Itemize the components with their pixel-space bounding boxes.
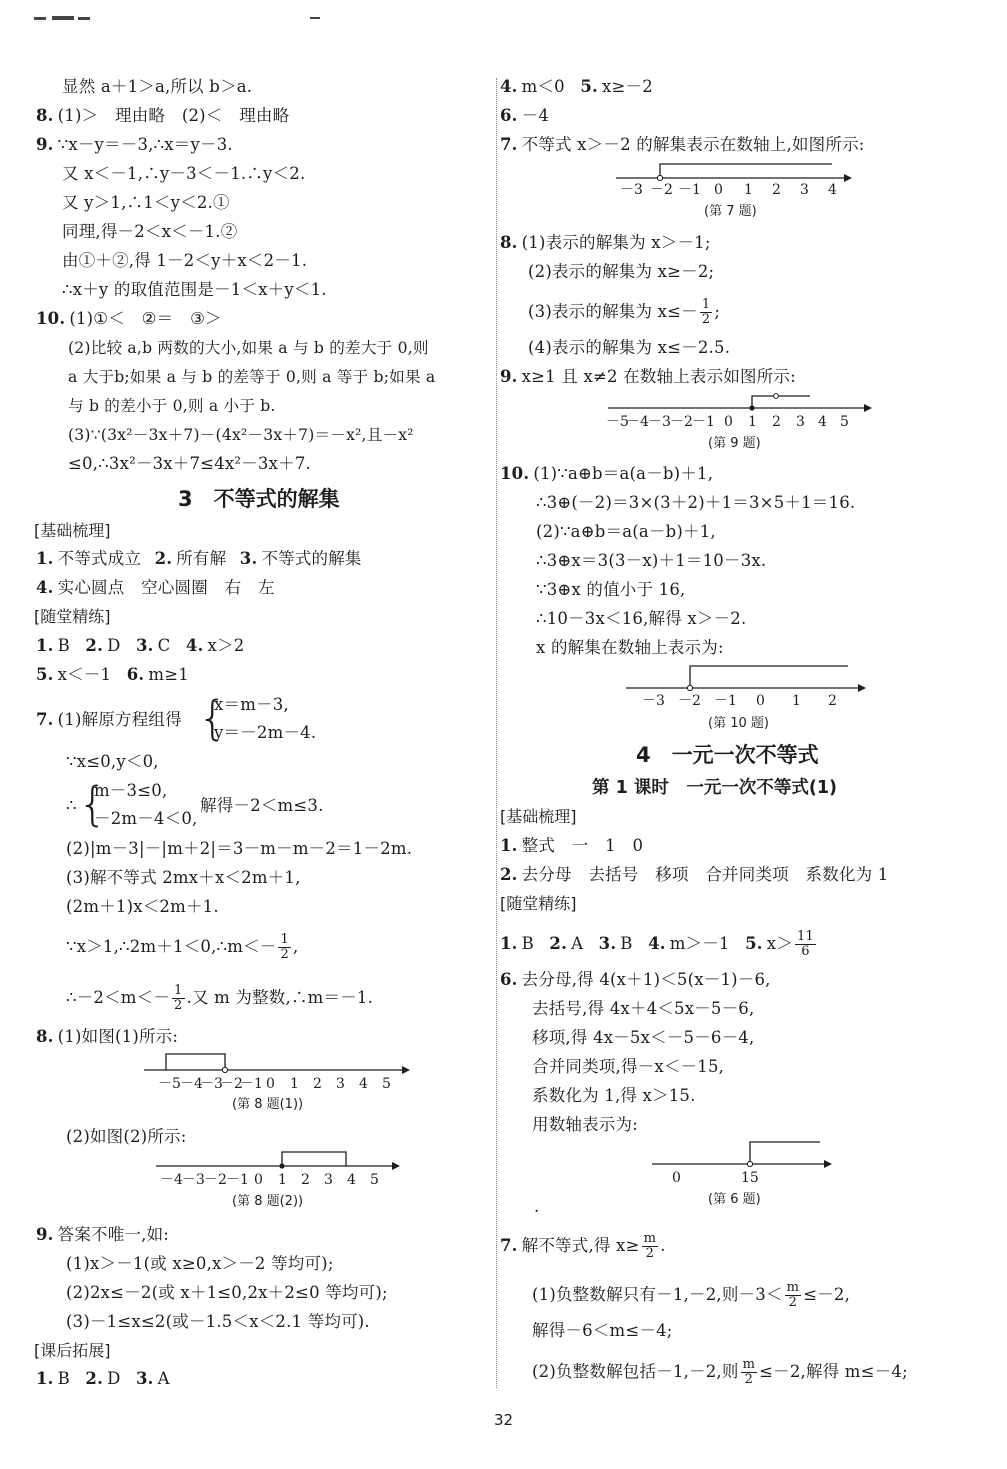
answer-10: 10. (1)①＜ ②＝ ③＞ [36,309,222,328]
answer-9b: 9. 答案不唯一,如: [36,1225,170,1244]
figure-caption: (第 7 题) [704,204,757,219]
text-line: (3)－1≤x≤2(或－1.5＜x＜2.1 等均可). [66,1312,370,1331]
column-divider [496,78,497,1388]
tick-labels [160,1172,379,1188]
fraction: $\frac{m}{2}$ [742,1357,756,1387]
text-line: 系数化为 1,得 x＞15. [532,1086,696,1105]
number-line-8-1 [140,1050,410,1114]
svg-text:2: 2 [772,414,781,430]
svg-text:1: 1 [290,1076,299,1092]
system-ineq-1: m－3≤0, [94,781,168,800]
text-line: 同理,得－2＜x＜－1.② [62,222,238,241]
figure-caption: (第 8 题(1)) [232,1097,304,1112]
fraction: $\frac{1}{2}$ [701,297,711,327]
lesson-title: 第 1 课时 一元一次不等式(1) [592,778,838,798]
text-line: (2)负整数解包括－1,－2,则 $\frac{m}{2}$ ≤－2,解得 m≤－4; [532,1357,908,1387]
fraction: $\frac{m}{2}$ [786,1280,800,1310]
text-line: (3)∵(3x²－3x＋7)－(4x²－3x＋7)＝－x²,且－x² [68,426,414,444]
svg-text:4: 4 [818,414,827,430]
svg-text:－1: －1 [678,182,701,198]
text-line: ∴x＋y 的取值范围是－1＜x＋y＜1. [62,280,327,299]
svg-text:－4: －4 [180,1076,203,1092]
answer-8: 8. (1)＞ 理由略 (2)＜ 理由略 [36,106,290,125]
figure-caption: (第 10 题) [708,716,769,731]
text-line: ∵3⊕x 的值小于 16, [536,580,686,599]
text-line: 由①＋②,得 1－2＜y＋x＜2－1. [62,251,308,270]
svg-text:2: 2 [772,182,781,198]
text-line: x 的解集在数轴上表示为: [536,638,724,657]
svg-text:1: 1 [278,1172,287,1188]
answer-7-part1: 7. (1)解原方程组得 [36,710,182,729]
svg-text:2: 2 [301,1172,310,1188]
number-line-6 [648,1138,838,1208]
text-line: 移项,得 4x－5x＜－5－6－4, [532,1028,755,1047]
text-line: (2)∵a⊕b＝a(a－b)＋1, [536,522,716,541]
svg-text:3: 3 [324,1172,333,1188]
svg-text:－2: －2 [220,1076,243,1092]
figure-caption: (第 6 题) [708,1192,761,1207]
answer-8: 8. (1)表示的解集为 x＞－1; [500,233,711,252]
heading-basic-review: [基础梳理] [500,807,577,826]
brace: { [198,691,228,745]
basic-answer-1: 1. 整式 一 1 0 [500,836,644,855]
svg-text:2: 2 [828,693,837,709]
svg-text:－1: －1 [240,1076,263,1092]
svg-text:2: 2 [313,1076,322,1092]
text-line: 用数轴表示为: [532,1115,638,1134]
text-line: (4)表示的解集为 x≤－2.5. [528,338,731,357]
tick-labels [606,414,849,430]
text-line: a 大于b;如果 a 与 b 的差等于 0,则 a 等于 b;如果 a [68,368,436,386]
basic-answers-1: 1. 不等式成立 2. 所有解 3. 不等式的解集 [36,549,362,568]
number-line-10 [622,660,872,736]
text-line: (2)|m－3|－|m＋2|＝3－m－m－2＝1－2m. [66,839,413,858]
answer-7: 7. 解不等式,得 x≥ $\frac{m}{2}$ . [500,1231,666,1261]
svg-text:－2: －2 [204,1172,227,1188]
text-line: (1)x＞－1(或 x≥0,x＞－2 等均可); [66,1254,334,1273]
svg-text:－4: －4 [160,1172,183,1188]
svg-text:15: 15 [741,1170,759,1186]
svg-text:－5: －5 [606,414,629,430]
svg-text:1: 1 [792,693,801,709]
svg-text:0: 0 [714,182,723,198]
fraction: $\frac{m}{2}$ [643,1231,657,1261]
basic-answers-2: 4. 实心圆点 空心圆圈 右 左 [36,578,275,597]
svg-text:0: 0 [724,414,733,430]
text-line: ∴ [66,796,77,815]
brace: { [78,777,108,831]
after-class-answers: 1. B 2. D 3. A [36,1369,170,1388]
practice-answers-2: 5. x＜－1 6. m≥1 [36,665,189,684]
text-line: (3)解不等式 2mx＋x＜2m＋1, [66,868,301,887]
number-line-8-2 [152,1148,402,1212]
text-line: ≤0,∴3x²－3x＋7≤4x²－3x＋7. [68,454,311,473]
text-line: ∴3⊕(－2)＝3×(3＋2)＋1＝3×5＋1＝16. [536,493,856,512]
svg-text:5: 5 [840,414,849,430]
number-line-9 [604,392,874,456]
svg-text:3: 3 [336,1076,345,1092]
text-line: 解得－6＜m≤－4; [532,1321,673,1340]
fraction: $\frac{11}{6}$ [796,929,814,959]
heading-after-class: [课后拓展] [34,1341,111,1360]
svg-text:－1: －1 [226,1172,249,1188]
svg-text:4: 4 [359,1076,368,1092]
figure-caption: (第 8 题(2)) [232,1194,304,1209]
svg-text:－3: －3 [648,414,671,430]
tick-labels [642,693,837,709]
text-line: (2)如图(2)所示: [66,1127,187,1146]
text-line: 显然 a＋1＞a,所以 b＞a. [62,77,253,96]
svg-text:1: 1 [748,414,757,430]
svg-text:0: 0 [672,1170,681,1186]
answer-6: 6. －4 [500,106,550,125]
svg-text:－2: －2 [670,414,693,430]
svg-text:－3: －3 [620,182,643,198]
svg-text:－4: －4 [626,414,649,430]
svg-text:－2: －2 [678,693,701,709]
svg-text:－3: －3 [642,693,665,709]
answer-9: 9. x≥1 且 x≠2 在数轴上表示如图所示: [500,367,796,386]
system-eq-1: x＝m－3, [214,695,289,714]
answer-7: 7. 不等式 x＞－2 的解集表示在数轴上,如图所示: [500,135,865,154]
text-line: 又 y＞1,∴1＜y＜2.① [62,193,230,212]
text-line: (2)2x≤－2(或 x＋1≤0,2x＋2≤0 等均可); [66,1283,388,1302]
answer-10: 10. (1)∵a⊕b＝a(a－b)＋1, [500,464,714,483]
answer-8b: 8. (1)如图(1)所示: [36,1027,179,1046]
svg-text:4: 4 [828,182,837,198]
answers-4-5: 4. m＜0 5. x≥－2 [500,77,653,96]
text-line: (1)负整数解只有－1,－2,则－3＜ $\frac{m}{2}$ ≤－2, [532,1280,851,1310]
text-line: (2m＋1)x＜2m＋1. [66,897,219,916]
svg-text:0: 0 [756,693,765,709]
section-title-4: 4 一元一次不等式 [636,743,819,767]
tick-labels [672,1170,759,1186]
fraction: $\frac{1}{2}$ [280,932,289,962]
fraction: $\frac{1}{2}$ [174,983,183,1013]
scan-marks [34,8,334,27]
text-line: ∴3⊕x＝3(3－x)＋1＝10－3x. [536,551,767,570]
svg-text:0: 0 [266,1076,275,1092]
svg-text:－3: －3 [200,1076,223,1092]
svg-text:－1: －1 [714,693,737,709]
svg-text:5: 5 [370,1172,379,1188]
answer-9: 9. ∵x－y＝－3,∴x＝y－3. [36,135,233,154]
answer-6: 6. 去分母,得 4(x＋1)＜5(x－1)－6, [500,970,771,989]
text-line: (3)表示的解集为 x≤－ $\frac{1}{2}$ ; [528,297,721,327]
basic-answer-2: 2. 去分母 去括号 移项 合并同类项 系数化为 1 [500,865,889,884]
text-line: ∵x≤0,y＜0, [66,752,159,771]
section-title-3: 3 不等式的解集 [178,487,340,511]
heading-class-practice: [随堂精练] [34,607,111,626]
svg-text:5: 5 [382,1076,391,1092]
svg-text:0: 0 [254,1172,263,1188]
text-line: 又 x＜－1,∴y－3＜－1.∴y＜2. [62,164,306,183]
text-line: (2)表示的解集为 x≥－2; [528,262,715,281]
system-eq-2: y＝－2m－4. [214,723,317,742]
text-line: 解得－2＜m≤3. [200,796,324,815]
system-ineq-2: －2m－4＜0, [94,809,198,828]
tick-labels [620,182,837,198]
svg-text:－2: －2 [650,182,673,198]
text-line: (2)比较 a,b 两数的大小,如果 a 与 b 的差大于 0,则 [68,339,429,357]
number-line-7 [612,158,852,222]
practice-answers-1: 1. B 2. A 3. B 4. m＞－1 5. x＞ $\frac{11}{6}$ [500,929,814,959]
text-line: 合并同类项,得－x＜－15, [532,1057,725,1076]
heading-basic-review: [基础梳理] [34,521,111,540]
text-line: ∴10－3x＜16,解得 x＞－2. [536,609,747,628]
svg-text:4: 4 [347,1172,356,1188]
text-line: 与 b 的差小于 0,则 a 小于 b. [68,397,276,415]
svg-text:－3: －3 [182,1172,205,1188]
svg-text:3: 3 [800,182,809,198]
figure-caption: (第 9 题) [708,436,761,451]
stray-dot: . [534,1197,540,1216]
text-line: ∵x＞1,∴2m＋1＜0,∴m＜－ $\frac{1}{2}$ , [66,932,299,962]
svg-text:－5: －5 [158,1076,181,1092]
practice-answers-1: 1. B 2. D 3. C 4. x＞2 [36,636,245,655]
text-line: 去括号,得 4x＋4＜5x－5－6, [532,999,755,1018]
svg-text:1: 1 [744,182,753,198]
svg-text:3: 3 [796,414,805,430]
tick-labels [158,1076,391,1092]
text-line: ∴－2＜m＜－ $\frac{1}{2}$ .又 m 为整数,∴m＝－1. [66,983,374,1013]
svg-text:－1: －1 [692,414,715,430]
page-number: 32 [493,1411,514,1429]
heading-class-practice: [随堂精练] [500,894,577,913]
